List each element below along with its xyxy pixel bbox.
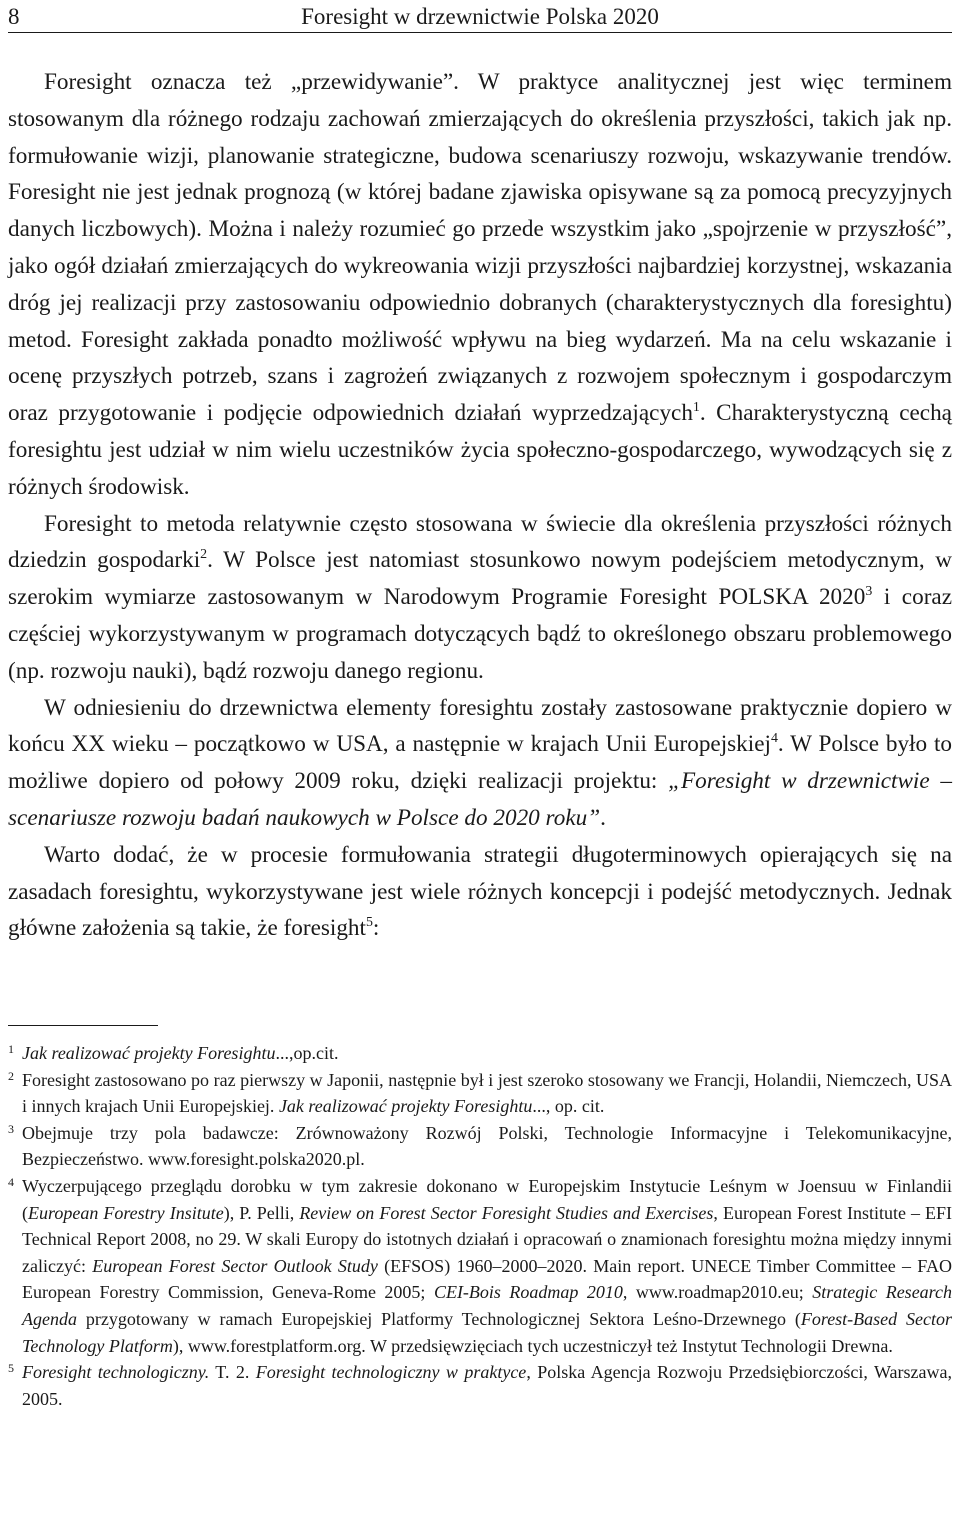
paragraph-text: . [600,804,606,831]
footnote-number: 3 [8,1121,14,1136]
footnote-separator [8,1025,158,1026]
running-title: Foresight w drzewnictwie Polska 2020 [301,4,659,29]
footnotes [8,1040,952,1412]
paragraph-text: : [372,915,380,942]
paragraph [8,506,952,690]
footnote-ref: 3 [865,584,873,600]
paragraph-text: Foresight oznacza też „przewidywanie”. W praktyce analitycznej jest więc terminem stosowanym dla różnego rodzaju zachowań zmierzających do określenia przyszłości, takich jak np. formułowanie wizji, planowanie strategiczne, budowa scenariuszy rozwoju, wskazywanie trendów. Foresight nie jest jednak prognozą (w której badane zjawiska opisywane są za pomocą precyzyjnych danych liczbowych). Można i należy rozumieć go przede wszystkim jako „spojrzenie w przyszłość”, jako ogół działań zmierzających do wykreowania wizji przyszłości najbardziej korzystnej, wskazania dróg jej realizacji przy zastosowaniu odpowiednio dobranych (charakterystycznych dla foresightu) metod. Foresight zakłada ponadto możliwość wpływu na bieg wydarzeń. Ma na celu wskazanie i ocenę przyszłych potrzeb, szans i zagrożeń związanych z rozwojem społecznym i gospodarczym oraz przygotowanie i podjęcie odpowiednich działań wyprzedzających [8,69,952,427]
footnote [8,1040,952,1067]
footnote-text: ...,op.cit. [275,1043,339,1063]
paragraph-text: W odniesieniu do drzewnictwa elementy foresightu zostały zastosowane praktycznie dopiero w końcu XX wieku – początkowo w USA, a następnie w krajach Unii Europejskiej [8,694,952,758]
footnote-italic: CEI-Bois Roadmap 2010 [433,1282,623,1303]
footnote-text: Wyczerpującego przeglądu dorobku w tym zakresie dokonano w Europejskim Instytucie Leśnym w Joensuu w Finlandii ( [22,1175,952,1223]
footnote-text: Foresight zastosowano po raz pierwszy w Japonii, następnie był i jest szeroko stosowany we Francji, Holandii, Niemczech, USA i innych krajach Unii Europejskiej. [22,1069,952,1117]
footnote-ref: 5 [365,915,373,931]
footnote-italic: Foresight technologiczny. [22,1362,210,1383]
footnote-italic: Jak realizować projekty Foresightu [278,1096,533,1117]
body-text [8,64,952,947]
footnote-italic: Forest-Based Sector Technology Platform [22,1308,953,1356]
footnote-text: T. 2. [209,1362,256,1383]
footnote-number: 2 [8,1068,14,1083]
paragraph [8,837,952,947]
footnote [8,1359,952,1412]
footnote-italic: Foresight technologiczny w praktyce [255,1362,527,1383]
footnote-text: (EFSOS) 1960–2000–2020. Main report. UNECE Timber Committee – FAO European Forestry Commission, Geneva-Rome 2005; [22,1255,952,1303]
paragraph-text: . W Polsce jest natomiast stosunkowo nowym podejściem metodycznym, w szerokim wymiarze zastosowanym w Narodowym Programie Foresight POLSKA 2020 [8,547,952,611]
footnote-text: ), P. Pelli, [223,1202,300,1223]
footnote-ref: 1 [692,400,700,416]
footnote-number: 5 [8,1361,14,1376]
paragraph-text: . Charakterystyczną cechą foresightu jest udział w nim wielu uczestników życia społeczno-gospodarczego, wywodzących się z różnych środowisk. [8,400,952,500]
page-number: 8 [8,4,20,29]
paragraph [8,64,952,506]
footnote-number: 1 [8,1042,14,1056]
footnote-italic: European Forestry Insitute [28,1202,224,1223]
footnote-text: , Polska Agencja Rozwoju Przedsiębiorczości, Warszawa, 2005. [22,1362,952,1409]
paragraph [8,690,952,837]
footnote [8,1173,952,1359]
paragraph-text: . W Polsce było to możliwe dopiero od połowy 2009 roku, dzięki realizacji projektu: [8,731,952,795]
footnote-ref: 4 [770,731,778,747]
footnote-text: , European Forest Institute – EFI Technical Report 2008, no 29. W skali Europy do istotnych działań i opracowań o znamionach foresightu można między innymi zaliczyć: [22,1202,953,1276]
footnote-italic: Jak realizować projekty Foresightu [22,1043,276,1063]
paragraph-text: Foresight to metoda relatywnie często stosowana w świecie dla określenia przyszłości różnych dziedzin gospodarki [8,510,952,574]
footnote-ref: 2 [200,547,208,563]
project-title: „Foresight w drzewnictwie – scenariusze rozwoju badań naukowych w Polsce do 2020 roku” [8,768,952,831]
footnote-italic: Strategic Research Agenda [22,1282,953,1329]
footnote-italic: Review on Forest Sector Foresight Studies and Exercises [299,1202,714,1223]
paragraph-text: Warto dodać, że w procesie formułowania strategii długoterminowych opierających się na zasadach foresightu, wykorzystywane jest wiele różnych koncepcji i podejść metodycznych. Jednak główne założenia są takie, że foresight [8,841,952,942]
paragraph-text: i coraz częściej wykorzystywanym w programach dotyczących bądź to określonego obszaru problemowego (np. rozwoju nauki), bądź rozwoju danego regionu. [8,584,952,684]
footnote [8,1120,952,1173]
footnote-text: przygotowany w ramach Europejskiej Platformy Technologicznej Sektora Leśno-Drzewnego ( [76,1308,801,1329]
footnote-text: Obejmuje trzy pola badawcze: Zrównoważony Rozwój Polski, Technologie Informacyjne i Telekomunikacyjne, Bezpieczeństwo. www.foresight.polska2020.pl. [22,1122,952,1170]
footnote-text: , www.roadmap2010.eu; [622,1282,813,1303]
footnote-italic: European Forest Sector Outlook Study [92,1255,378,1276]
footnote-text: ), www.forestplatform.org. W przedsięwzięciach tych uczestniczył też Instytut Technologii Drewna. [172,1335,893,1356]
footnote-text: ..., op. cit. [532,1096,605,1117]
footnote [8,1067,952,1120]
footnote-number: 4 [8,1174,14,1189]
page-header [8,0,952,33]
